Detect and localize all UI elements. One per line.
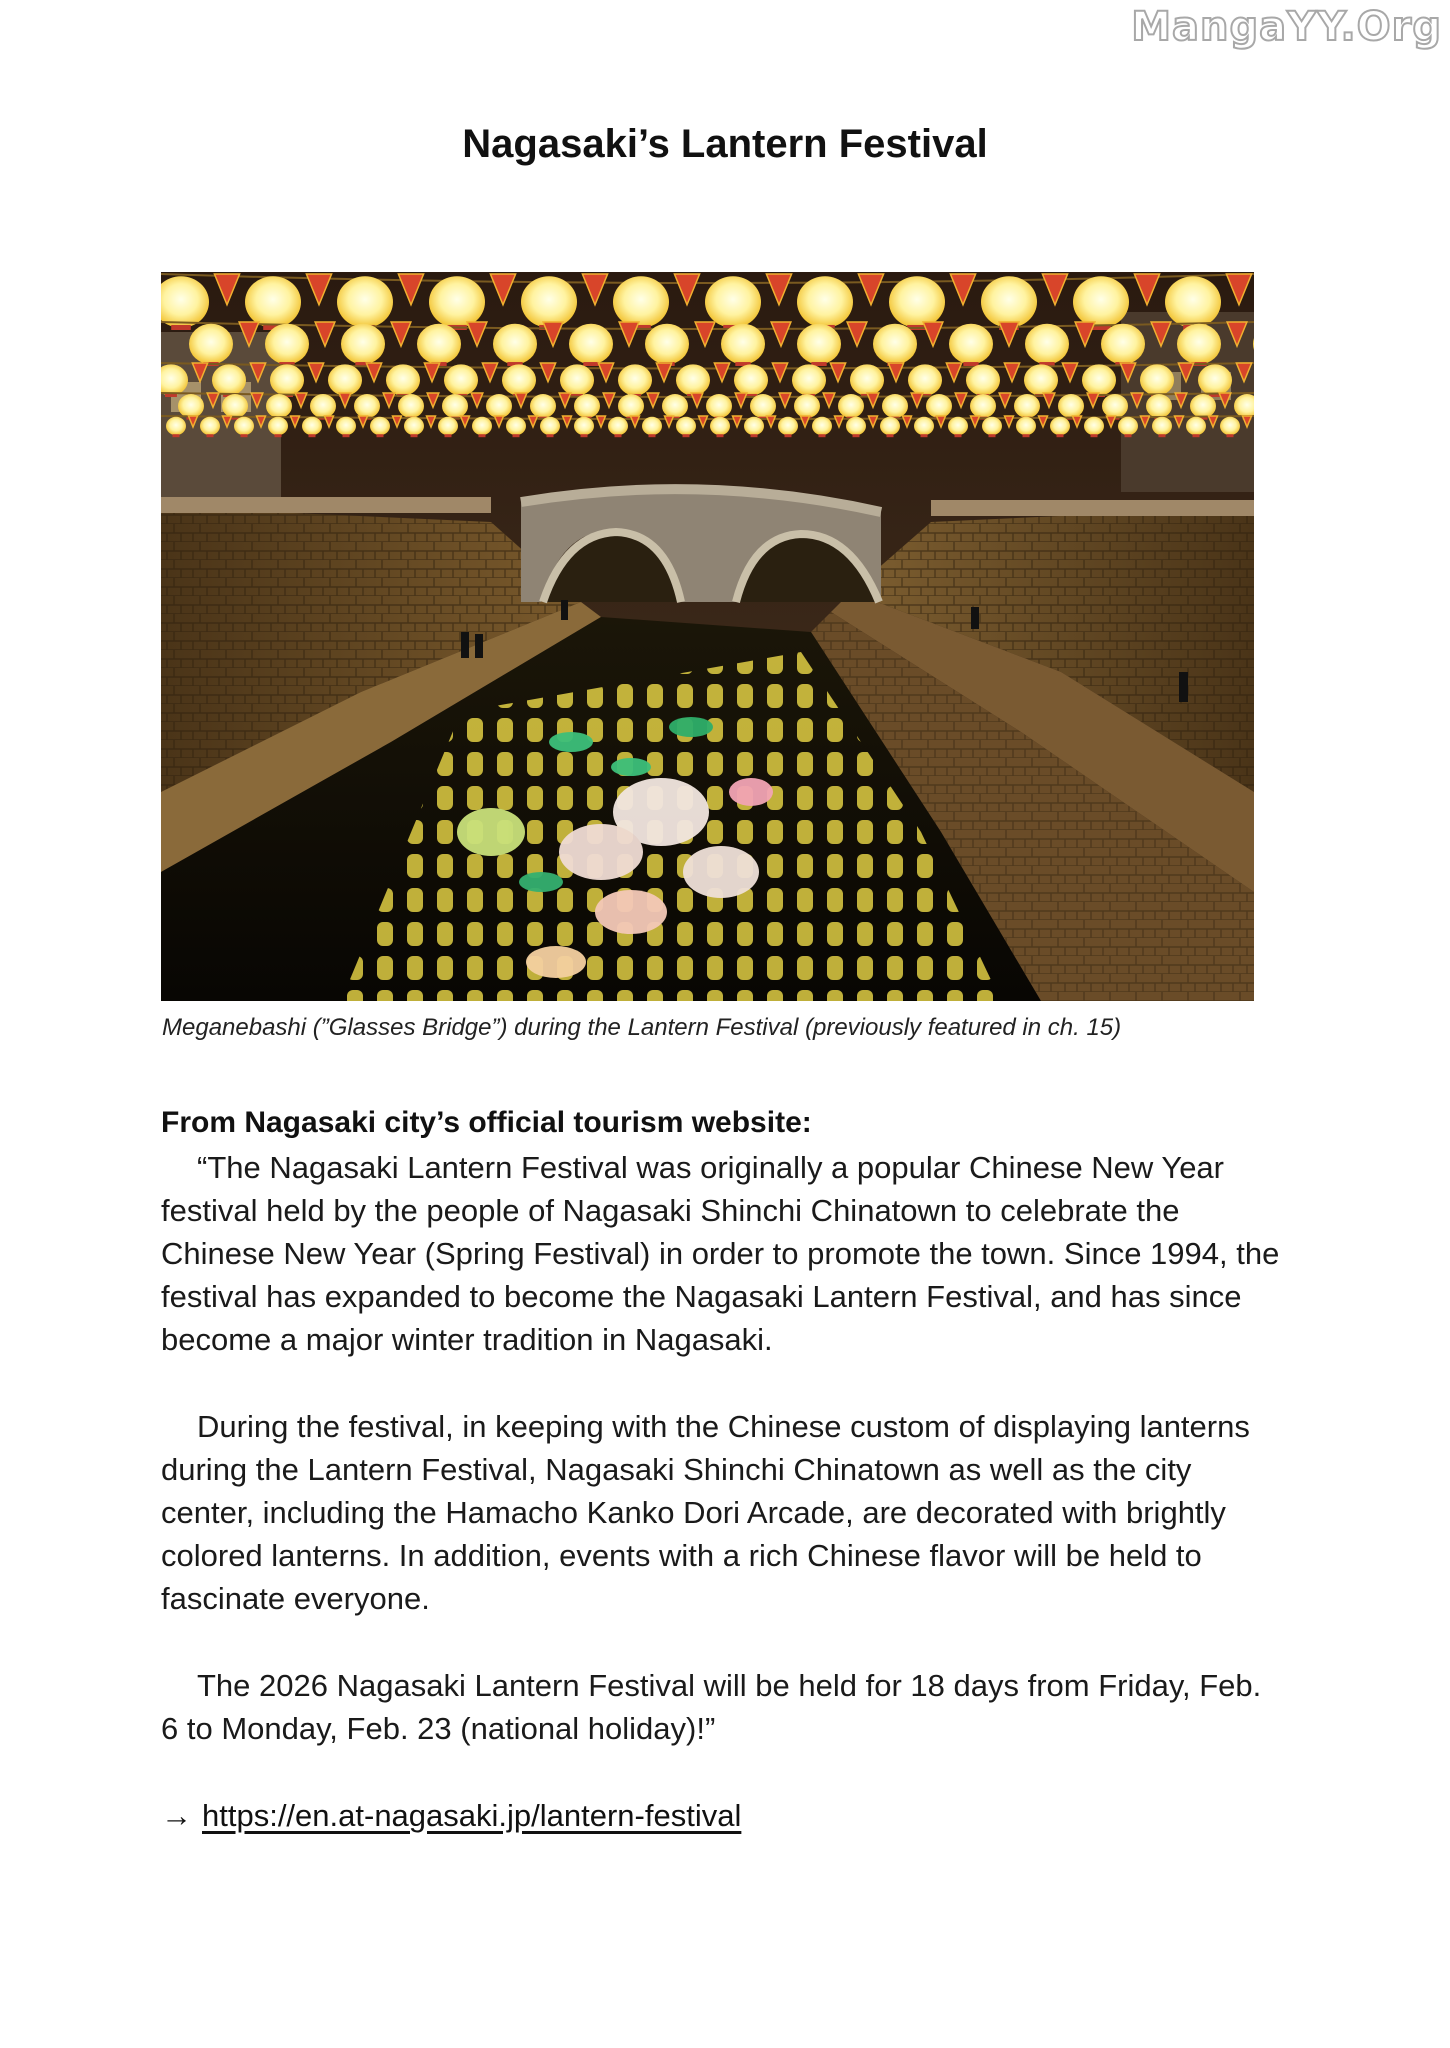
photo-caption: Meganebashi (”Glasses Bridge”) during the Lantern Festival (previously featured in ch. 15) [162, 1014, 1122, 1041]
arrow-right-icon: → [161, 1798, 192, 1833]
quote-paragraph-3 [161, 1664, 1281, 1750]
source-link[interactable]: https://en.at-nagasaki.jp/lantern-festival [202, 1798, 742, 1833]
quote-paragraph-2 [161, 1405, 1281, 1620]
quote-paragraph-1-text: “The Nagasaki Lantern Festival was originally a popular Chinese New Year festival held by the people of Nagasaki Shinchi Chinatown to celebrate the Chinese New Year (Spring Festival) in order to promote the town. Since 1994, the festival has expanded to become the Nagasaki Lantern Festival, and has since become a major winter tradition in Nagasaki. [161, 1150, 1280, 1357]
page-title: Nagasaki’s Lantern Festival [462, 122, 988, 166]
quote-paragraph-1 [161, 1146, 1281, 1361]
watermark: MangaYY.Org [1131, 4, 1442, 50]
source-heading: From Nagasaki city’s official tourism website: [161, 1106, 812, 1139]
source-link-row [161, 1794, 741, 1837]
quote-paragraph-3-text: The 2026 Nagasaki Lantern Festival will be held for 18 days from Friday, Feb. 6 to Monday, Feb. 23 (national holiday)!” [161, 1668, 1262, 1746]
quote-paragraph-2-text: During the festival, in keeping with the Chinese custom of displaying lanterns during the Lantern Festival, Nagasaki Shinchi Chinatown as well as the city center, including the Hamacho Kanko Dori Arcade, are decorated with brightly colored lanterns. In addition, events with a rich Chinese flavor will be held to fascinate everyone. [161, 1409, 1250, 1616]
lantern-festival-photo [161, 272, 1254, 1001]
